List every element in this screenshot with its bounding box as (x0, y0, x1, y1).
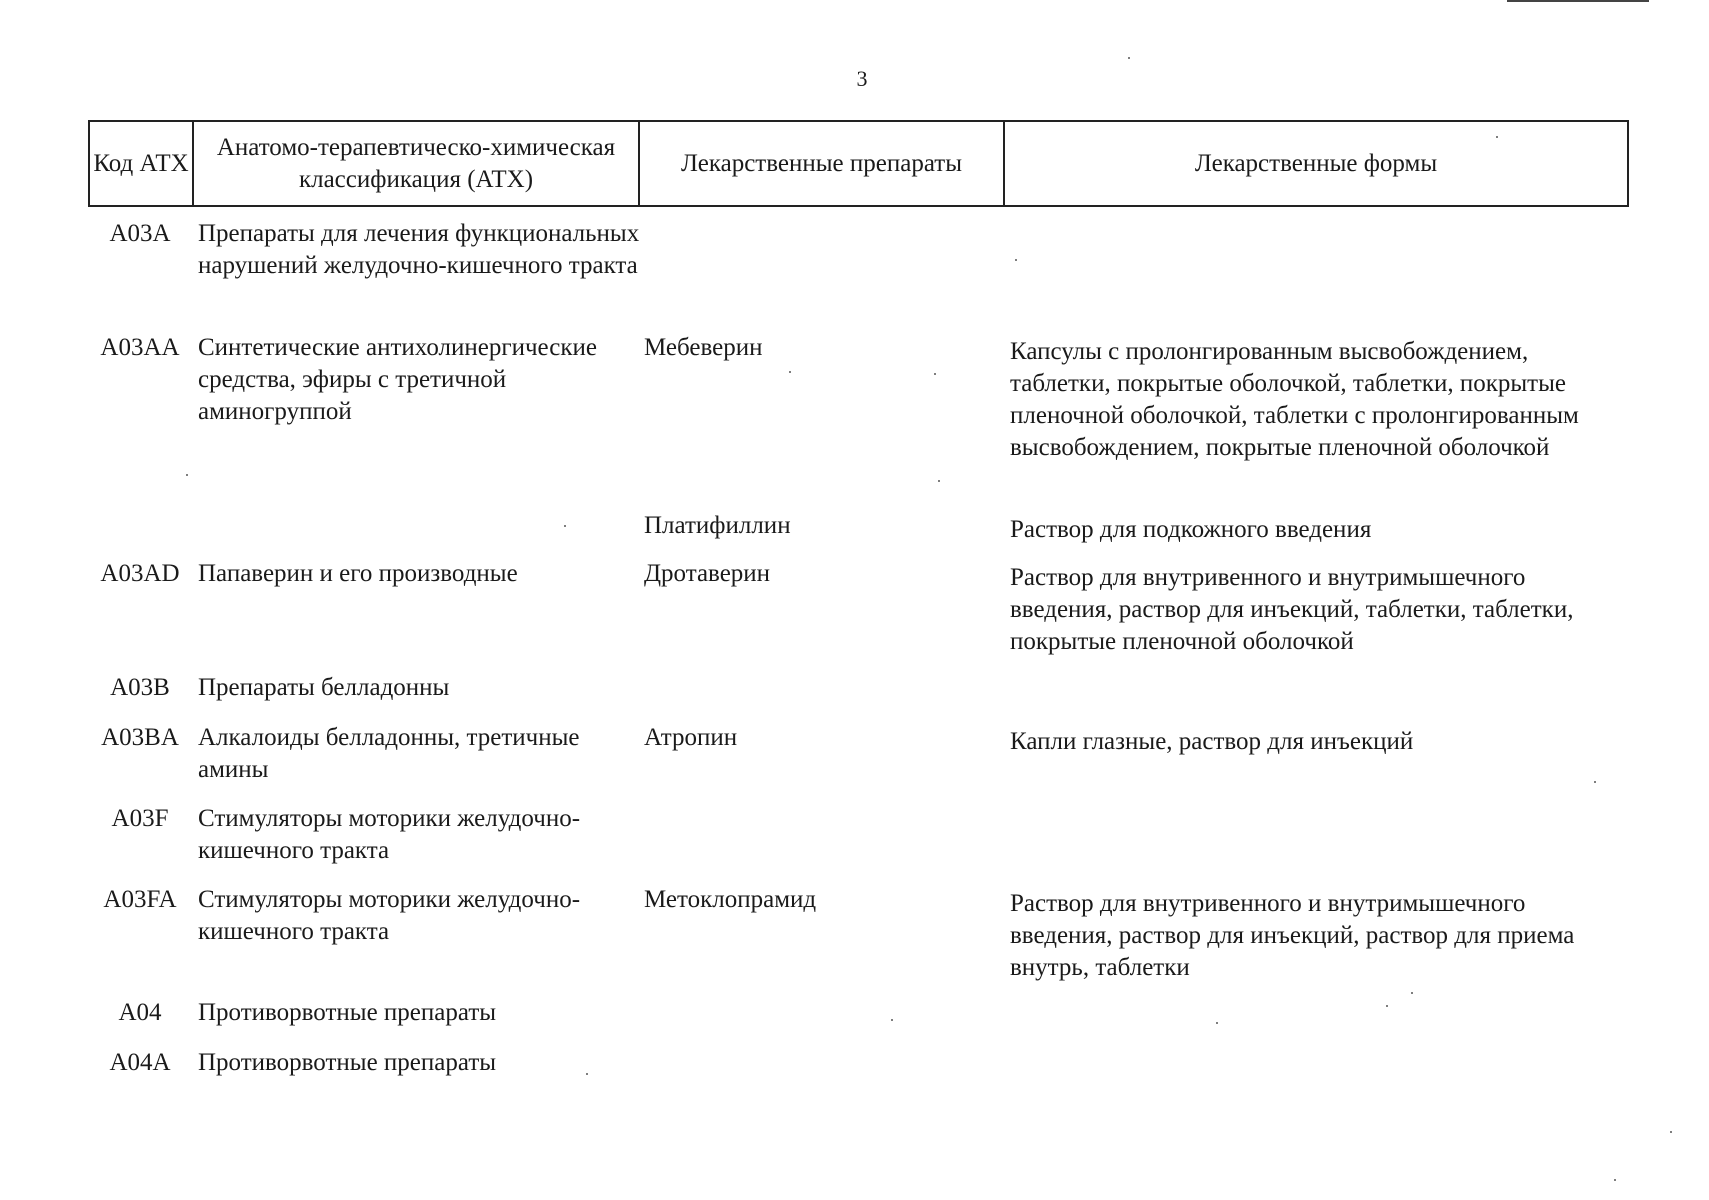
header-drugs: Лекарственные препараты (640, 122, 1005, 205)
atc-code: A03A (109, 220, 171, 247)
drug-name: Дротаверин (644, 560, 771, 587)
scan-speck (564, 525, 566, 527)
scan-speck (1496, 136, 1498, 138)
header-classification: Анатомо-терапевтическо-химическая классификация (АТХ) (194, 122, 640, 205)
dosage-forms: Капли глазные, раствор для инъекций (1010, 728, 1414, 755)
drug-name: Атропин (644, 724, 738, 751)
scan-speck (1594, 781, 1596, 783)
scan-speck (186, 474, 188, 476)
atc-name: Противорвотные препараты (198, 1049, 497, 1076)
scan-speck (1216, 1022, 1218, 1024)
table-header (88, 120, 1629, 207)
dosage-forms: Раствор для внутривенного и внутримышечного введения, раствор для инъекций, таблетки, таблетки, покрытые пленочной оболочкой (1010, 564, 1574, 655)
drug-name: Платифиллин (644, 512, 791, 539)
atc-name: Противорвотные препараты (198, 999, 497, 1026)
atc-code: A03B (110, 674, 170, 701)
atc-code: A04 (118, 999, 162, 1026)
dosage-forms: Раствор для подкожного введения (1010, 516, 1372, 543)
scan-speck (1614, 1179, 1616, 1181)
scan-speck (891, 1019, 893, 1021)
scan-speck (1386, 1005, 1388, 1007)
scan-speck (586, 1073, 588, 1075)
atc-name: Стимуляторы моторики желудочно-кишечного тракта (198, 805, 581, 864)
atc-code: A03FA (103, 886, 177, 913)
atc-code: A03AD (100, 560, 180, 587)
atc-code: A03AA (100, 334, 180, 361)
header-code: Код АТХ (90, 122, 194, 205)
drug-name: Метоклопрамид (644, 886, 817, 913)
atc-name: Препараты для лечения функциональных нарушений желудочно-кишечного тракта (198, 220, 640, 279)
drug-name: Мебеверин (644, 334, 763, 361)
header-forms: Лекарственные формы (1194, 149, 1438, 177)
atc-code: A03BA (101, 724, 179, 751)
dosage-forms: Раствор для внутривенного и внутримышечного введения, раствор для инъекций, раствор для приема внутрь, таблетки (1010, 890, 1575, 981)
scan-speck (934, 373, 936, 375)
scan-speck (1670, 1131, 1672, 1133)
page-number: 3 (856, 66, 868, 91)
scan-speck (938, 480, 940, 482)
dosage-forms: Капсулы с пролонгированным высвобождением, таблетки, покрытые оболочкой, таблетки, покрытые пленочной оболочкой, таблетки с пролонгированным высвобождением, покрытые пленочной оболочкой (1010, 338, 1579, 461)
atc-name: Синтетические антихолинергические средства, эфиры с третичной аминогруппой (198, 334, 597, 425)
atc-name: Препараты белладонны (198, 674, 450, 701)
atc-name: Стимуляторы моторики желудочно-кишечного тракта (198, 886, 581, 945)
scan-speck (1015, 259, 1017, 261)
atc-name: Папаверин и его производные (198, 560, 518, 587)
scan-speck (789, 371, 791, 373)
scan-speck (1411, 992, 1413, 994)
atc-code: A04A (109, 1049, 171, 1076)
scan-speck (1128, 57, 1130, 59)
atc-name: Алкалоиды белладонны, третичные амины (198, 724, 580, 783)
atc-code: A03F (111, 805, 169, 832)
top-rule (1507, 0, 1649, 2)
